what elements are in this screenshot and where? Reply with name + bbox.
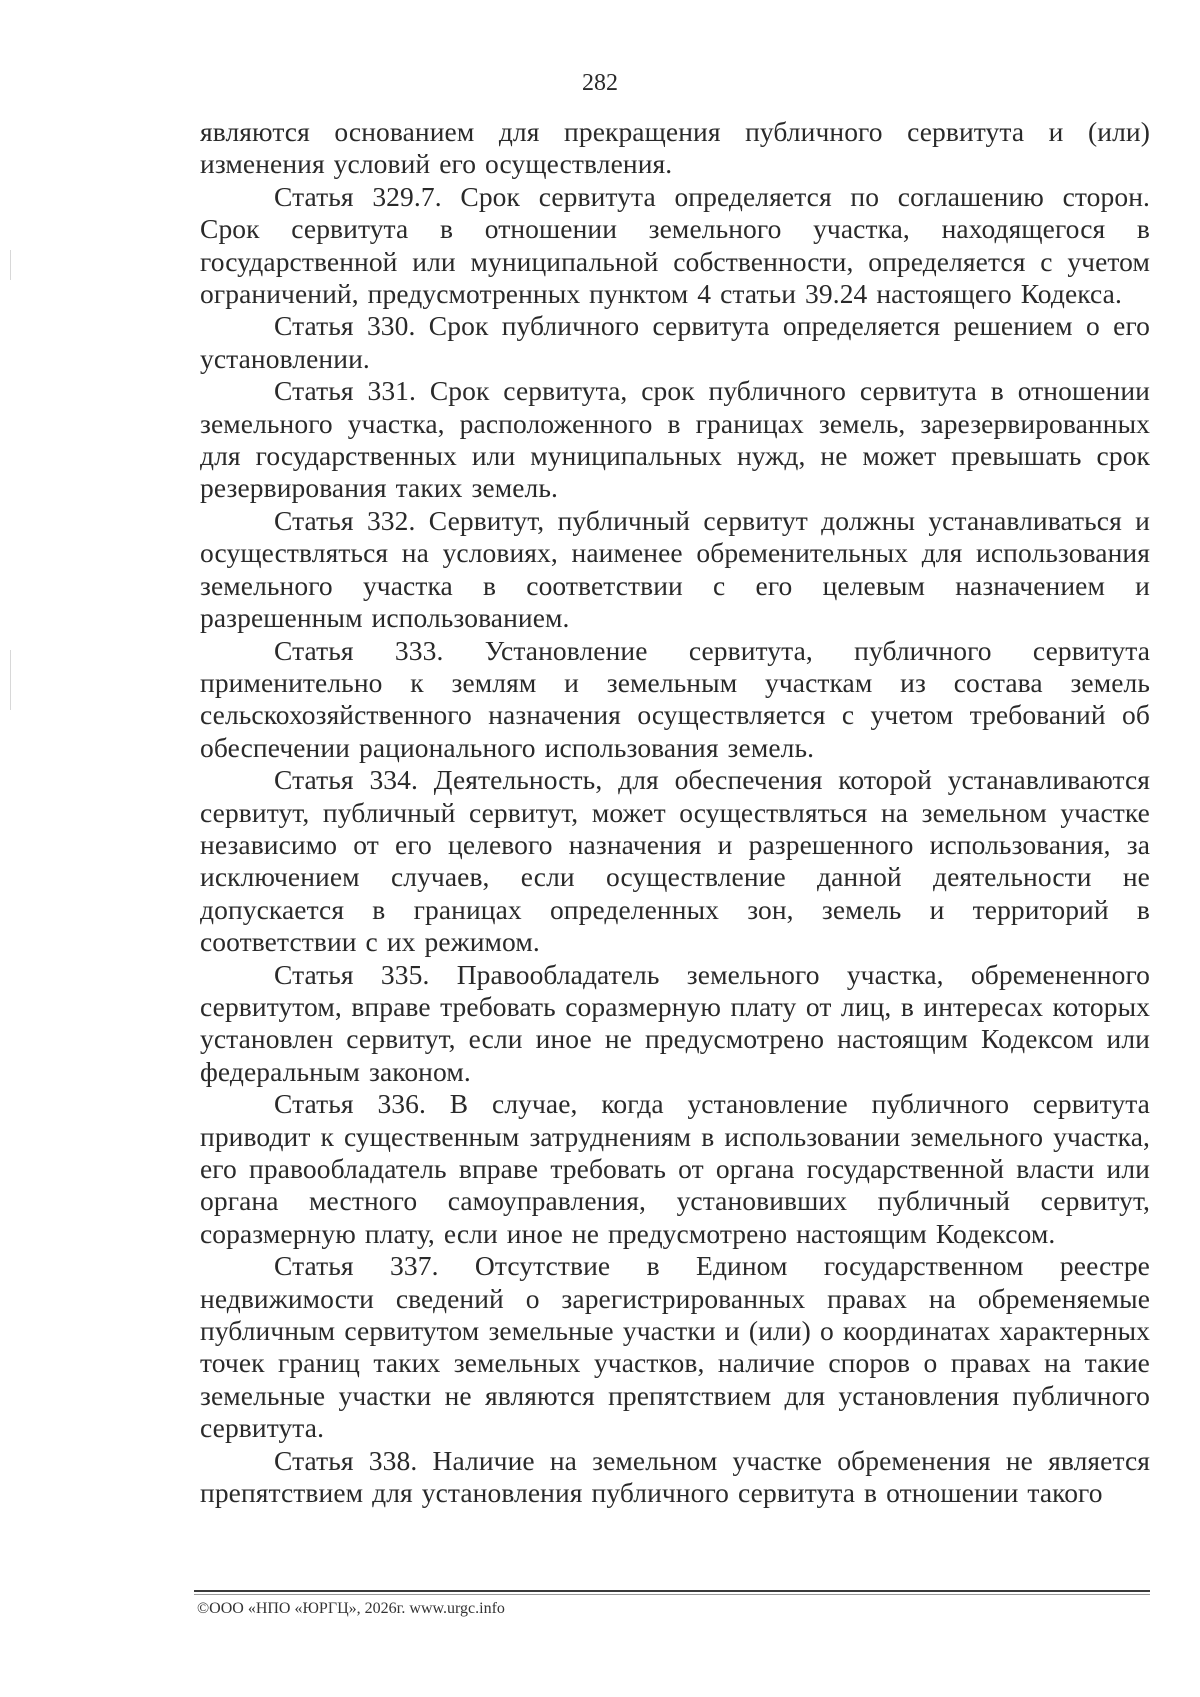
scan-edge-mark xyxy=(10,250,11,280)
article-paragraph: Статья 336. В случае, когда установление публичного сервитута приводит к существенным затруднениям в использовании земельного участка, его правообладатель вправе требовать от органа государственной власти или органа местного самоуправления, установивших публичный сервитут, соразмерную плату, если иное не предусмотрено настоящим Кодексом. xyxy=(200,1088,1150,1249)
footer-divider-thin xyxy=(194,1594,1150,1595)
article-paragraph: Статья 334. Деятельность, для обеспечения которой устанавливаются сервитут, публичный сервитут, может осуществляться на земельном участке независимо от его целевого назначения и разрешенного использования, за исключением случаев, если осуществление данной деятельности не допускается в границах определенных зон, земель и территорий в соответствии с их режимом. xyxy=(200,764,1150,958)
page-number: 282 xyxy=(582,70,618,96)
footer-copyright: ©ООО «НПО «ЮРГЦ», 2026г. www.urgc.info xyxy=(197,1600,505,1617)
scan-edge-mark xyxy=(10,650,11,710)
continuation-paragraph: являются основанием для прекращения публичного сервитута и (или) изменения условий его осуществления. xyxy=(200,116,1150,180)
footer-divider xyxy=(194,1590,1150,1592)
article-paragraph: Статья 331. Срок сервитута, срок публичного сервитута в отношении земельного участка, расположенного в границах земель, зарезервированных для государственных или муниципальных нужд, не может превышать срок резервирования таких земель. xyxy=(200,375,1150,504)
article-paragraph: Статья 335. Правообладатель земельного участка, обремененного сервитутом, вправе требовать соразмерную плату от лиц, в интересах которых установлен сервитут, если иное не предусмотрено настоящим Кодексом или федеральным законом. xyxy=(200,958,1150,1087)
article-paragraph: Статья 337. Отсутствие в Едином государственном реестре недвижимости сведений о зарегистрированных правах на обременяемые публичным сервитутом земельные участки и (или) о координатах характерных точек границ таких земельных участков, наличие споров о правах на такие земельные участки не являются препятствием для установления публичного сервитута. xyxy=(200,1250,1150,1444)
article-paragraph: Статья 338. Наличие на земельном участке обременения не является препятствием для установления публичного сервитута в отношении такого xyxy=(200,1444,1150,1509)
document-body xyxy=(200,116,1150,1509)
article-paragraph: Статья 329.7. Срок сервитута определяется по соглашению сторон. Срок сервитута в отношении земельного участка, находящегося в государственной или муниципальной собственности, определяется с учетом ограничений, предусмотренных пунктом 4 статьи 39.24 настоящего Кодекса. xyxy=(200,180,1150,310)
article-paragraph: Статья 333. Установление сервитута, публичного сервитута применительно к землям и земельным участкам из состава земель сельскохозяйственного назначения осуществляется с учетом требований об обеспечении рационального использования земель. xyxy=(200,634,1150,763)
article-paragraph: Статья 332. Сервитут, публичный сервитут должны устанавливаться и осуществляться на условиях, наименее обременительных для использования земельного участка в соответствии с его целевым назначением и разрешенным использованием. xyxy=(200,504,1150,634)
article-paragraph: Статья 330. Срок публичного сервитута определяется решением о его установлении. xyxy=(200,310,1150,374)
